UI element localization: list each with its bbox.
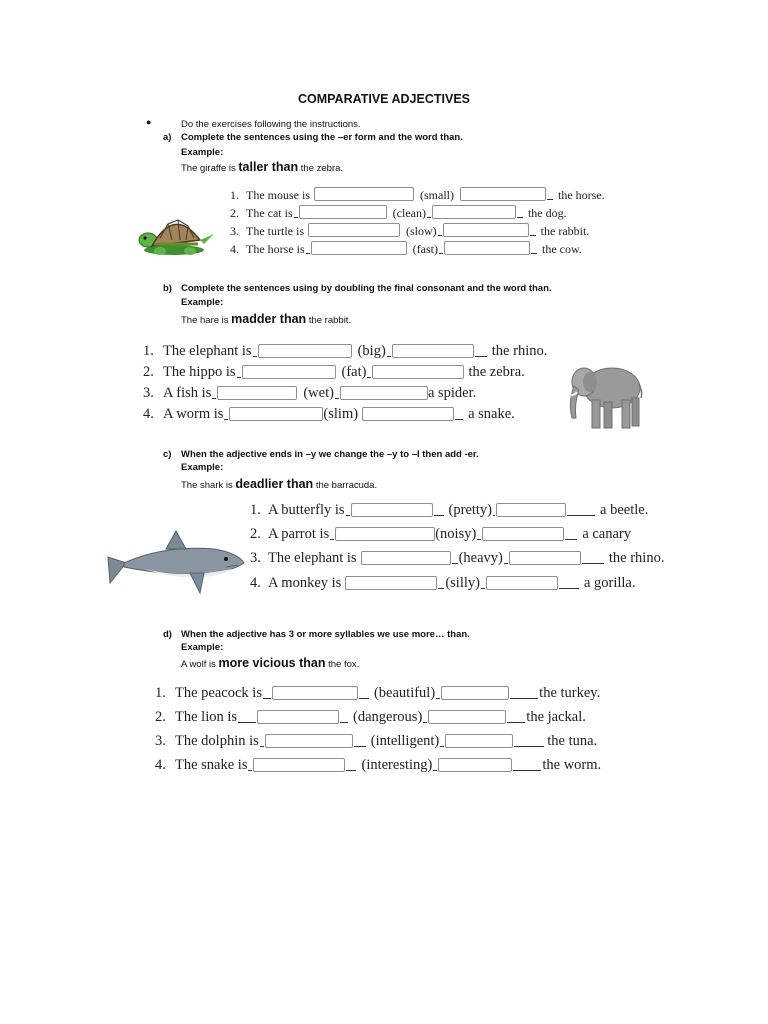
section-a-heading: a) Complete the sentences using the –er form and the word than. [163, 132, 463, 143]
answer-field[interactable] [372, 365, 464, 379]
answer-field[interactable] [345, 576, 437, 590]
answer-field[interactable] [496, 503, 566, 517]
instructions: Do the exercises following the instructions. [181, 119, 361, 130]
exercise-a-4: 4. The horse is (fast) the cow. [230, 242, 582, 256]
section-c-example-label: Example: [181, 462, 224, 473]
answer-field[interactable] [272, 686, 358, 700]
answer-field[interactable] [351, 503, 433, 517]
answer-field[interactable] [443, 223, 529, 237]
answer-field[interactable] [340, 386, 428, 400]
exercise-a-3: 3. The turtle is (slow) the rabbit. [230, 224, 590, 238]
exercise-d-1: 1. The peacock is (beautiful) the turkey. [155, 685, 601, 701]
answer-field[interactable] [438, 758, 512, 772]
exercise-b-3: 3. A fish is (wet) a spider. [143, 385, 477, 401]
answer-field[interactable] [242, 365, 336, 379]
section-b-heading: b) Complete the sentences using by doubling the final consonant and the word than. [163, 283, 552, 294]
exercise-b-2: 2. The hippo is (fat) the zebra. [143, 364, 525, 380]
answer-field[interactable] [308, 223, 400, 237]
answer-field[interactable] [311, 241, 407, 255]
section-d-example: A wolf is more vicious than the fox. [181, 656, 360, 670]
answer-field[interactable] [217, 386, 297, 400]
answer-field[interactable] [362, 407, 454, 421]
exercise-d-4: 4. The snake is (interesting) the worm. [155, 757, 602, 773]
bullet-icon: ● [146, 117, 152, 127]
section-d-example-label: Example: [181, 642, 224, 653]
exercise-d-3: 3. The dolphin is (intelligent) the tuna. [155, 733, 598, 749]
shark-icon [104, 527, 246, 601]
exercise-c-2: 2. A parrot is (noisy) a canary [250, 526, 632, 542]
answer-field[interactable] [258, 344, 352, 358]
answer-field[interactable] [441, 686, 509, 700]
elephant-icon [566, 362, 644, 430]
answer-field[interactable] [392, 344, 474, 358]
answer-field[interactable] [482, 527, 564, 541]
answer-field[interactable] [253, 758, 345, 772]
section-d-heading: d) When the adjective has 3 or more syllables we use more… than. [163, 629, 470, 640]
answer-field[interactable] [460, 187, 546, 201]
answer-field[interactable] [265, 734, 353, 748]
exercise-c-4: 4. A monkey is (silly) a gorilla. [250, 575, 636, 591]
answer-field[interactable] [445, 734, 513, 748]
section-a-example-label: Example: [181, 147, 224, 158]
exercise-d-2: 2. The lion is (dangerous) the jackal. [155, 709, 586, 725]
exercise-b-1: 1. The elephant is (big) the rhino. [143, 343, 548, 359]
turtle-icon [138, 200, 218, 258]
answer-field[interactable] [432, 205, 516, 219]
section-b-example-label: Example: [181, 297, 224, 308]
exercise-a-1: 1. The mouse is (small) the horse. [230, 188, 605, 202]
answer-field[interactable] [428, 710, 506, 724]
answer-field[interactable] [229, 407, 323, 421]
example-highlight: more vicious than [218, 656, 326, 670]
exercise-c-1: 1. A butterfly is (pretty) a beetle. [250, 502, 649, 518]
exercise-a-2: 2. The cat is (clean) the dog. [230, 206, 567, 220]
answer-field[interactable] [257, 710, 339, 724]
section-c-heading: c) When the adjective ends in –y we change the –y to –I then add -er. [163, 449, 479, 460]
answer-field[interactable] [444, 241, 530, 255]
answer-field[interactable] [314, 187, 414, 201]
answer-field[interactable] [299, 205, 387, 219]
example-highlight: madder than [231, 312, 307, 326]
exercise-b-4: 4. A worm is (slim) a snake. [143, 406, 515, 422]
example-highlight: deadlier than [235, 477, 314, 491]
answer-field[interactable] [361, 551, 451, 565]
answer-field[interactable] [486, 576, 558, 590]
answer-field[interactable] [509, 551, 581, 565]
section-b-example: The hare is madder than the rabbit. [181, 312, 352, 326]
page-title: COMPARATIVE ADJECTIVES [297, 92, 470, 106]
section-c-example: The shark is deadlier than the barracuda. [181, 477, 378, 491]
answer-field[interactable] [335, 527, 435, 541]
exercise-c-3: 3. The elephant is (heavy) the rhino. [250, 550, 665, 566]
section-a-example: The giraffe is taller than the zebra. [181, 160, 344, 174]
example-highlight: taller than [238, 160, 299, 174]
